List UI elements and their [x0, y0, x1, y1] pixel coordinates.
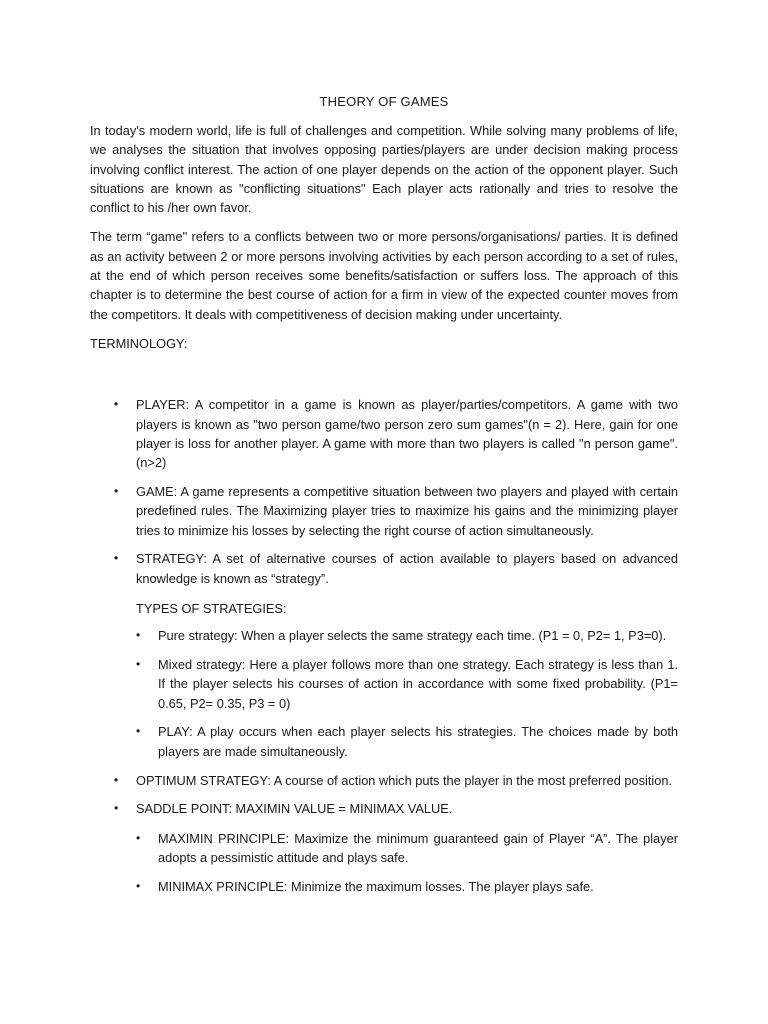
sub-list-item-minimax: [136, 877, 678, 896]
bullet-icon: •: [136, 830, 141, 845]
list-item-text: SADDLE POINT: MAXIMIN VALUE = MINIMAX VALUE.: [136, 801, 453, 817]
list-item-saddle-point: [90, 799, 678, 896]
document-body: [90, 121, 678, 906]
list-item-game: [90, 482, 678, 540]
section-heading: TERMINOLOGY:: [90, 335, 188, 351]
bullet-icon: •: [114, 801, 119, 816]
list-item-text: GAME: A game represents a competitive situation between two players and played with certain predefined rules. The Maximizing player tries to maximize his gains and the minimizing player tries to minimize his losses by selecting the right course of action simultaneously.: [136, 483, 678, 538]
sub-list-item-text: Mixed strategy: Here a player follows more than one strategy. Each strategy is less than 1. If the player selects his courses of action in accordance with some fixed probability. (P1= 0.65, P2= 0.35, P3 = 0): [158, 657, 678, 711]
sub-list-item-play: [136, 722, 678, 761]
definition-paragraph: The term “game" refers to a conflicts between two or more persons/organisations/ parties. It is defined as an activity between 2 or more persons involving activities by each person according to a set of rules, at the end of which person receives some benefits/satisfaction or suffers loss. The approach of this chapter is to determine the best course of action for a firm in view of the expected counter moves from the competitors. It deals with competitiveness of decision making under uncertainty.: [90, 229, 678, 322]
saddle-point-list: [136, 829, 678, 896]
bullet-icon: •: [114, 483, 119, 498]
list-item-strategy: [90, 549, 678, 761]
bullet-icon: •: [136, 657, 141, 672]
sub-list-item-text: PLAY: A play occurs when each player selects his strategies. The choices made by both players are made simultaneously.: [158, 724, 678, 759]
bullet-icon: •: [136, 724, 141, 739]
list-item-text: OPTIMUM STRATEGY: A course of action which puts the player in the most preferred position.: [136, 772, 673, 788]
terminology-list: [90, 395, 678, 896]
sub-list-item-pure: [136, 626, 678, 645]
sub-list-item-text: Pure strategy: When a player selects the same strategy each time. (P1 = 0, P2= 1, P3=0).: [158, 628, 667, 644]
list-item-player: [90, 395, 678, 472]
intro-paragraph: In today's modern world, life is full of challenges and competition. While solving many problems of life, we analyses the situation that involves opposing parties/players are under decision making process involving conflict interest. The action of one player depends on the action of the opponent player. Such situations are known as "conflicting situations" Each player acts rationally and tries to resolve the conflict to his /her own favor.: [90, 123, 678, 216]
strategy-types-list: [136, 626, 678, 761]
list-item-text: STRATEGY: A set of alternative courses of action available to players based on advanced knowledge is known as “strategy”.: [136, 551, 678, 586]
sub-list-item-mixed: [136, 655, 678, 713]
sub-list-item-maximin: [136, 829, 678, 868]
bullet-icon: •: [136, 878, 141, 893]
bullet-icon: •: [114, 397, 119, 412]
sub-list-item-text: MINIMAX PRINCIPLE: Minimize the maximum losses. The player plays safe.: [158, 878, 594, 894]
list-item-text: PLAYER: A competitor in a game is known as player/parties/competitors. A game with two players is known as "two person game/two person zero sum games"(n = 2). Here, gain for one player is loss for another player. A game with more than two players is called "n person game". (n>2): [136, 397, 678, 471]
bullet-icon: •: [114, 772, 119, 787]
sub-list-item-text: MAXIMIN PRINCIPLE: Maximize the minimum guaranteed gain of Player “A”. The player adopts a pessimistic attitude and plays safe.: [158, 830, 678, 865]
bullet-icon: •: [136, 628, 141, 643]
bullet-icon: •: [114, 551, 119, 566]
list-item-optimum-strategy: [90, 771, 678, 790]
page-title: THEORY OF GAMES: [319, 94, 449, 109]
strategy-types-heading: TYPES OF STRATEGIES:: [136, 600, 287, 616]
